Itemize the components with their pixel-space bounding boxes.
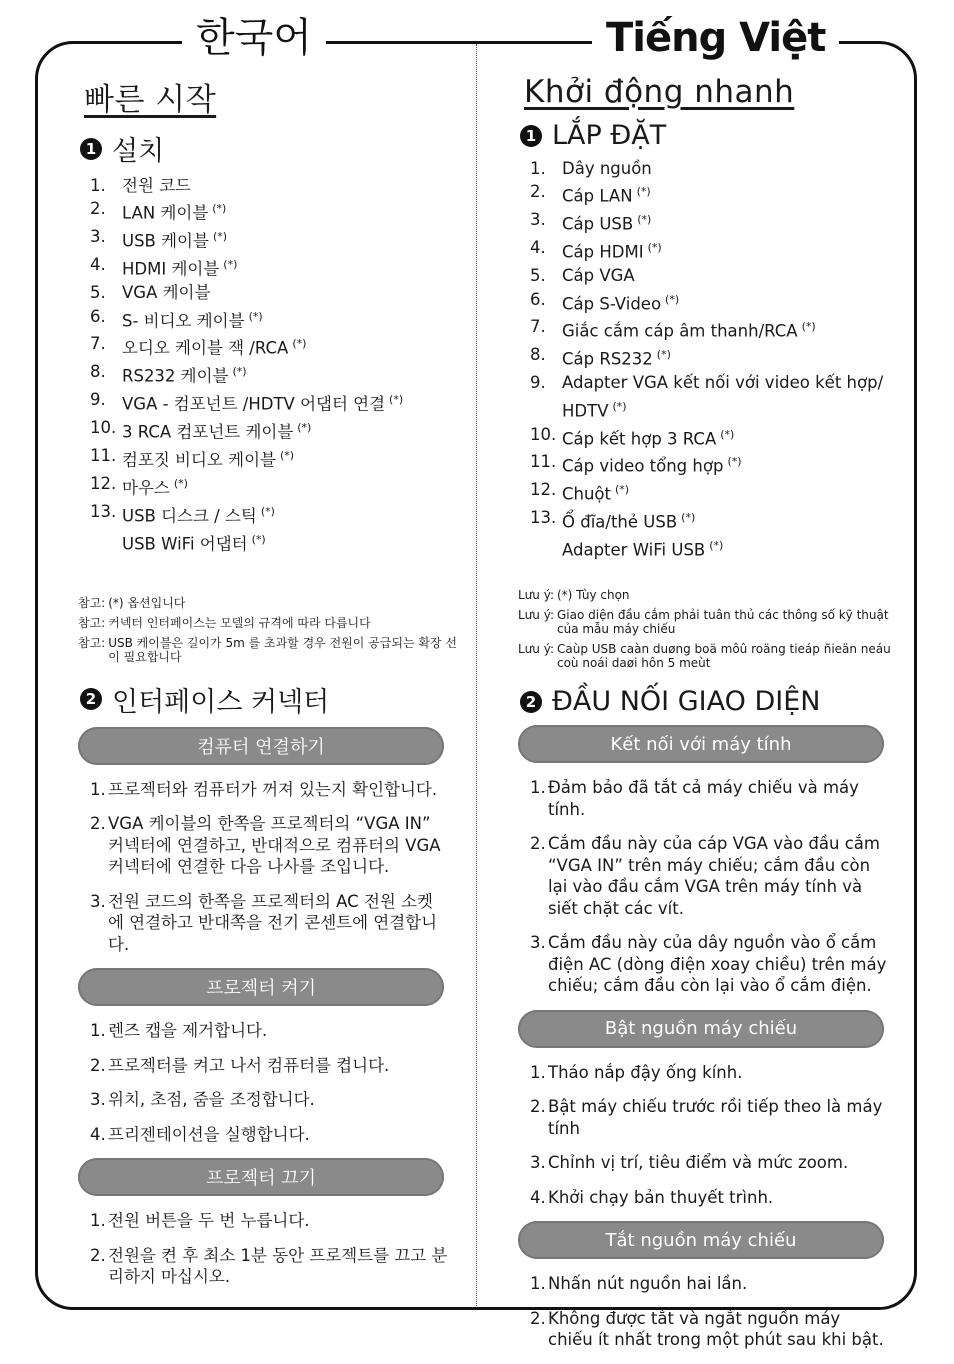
parts-list-item <box>530 450 898 478</box>
note-row <box>78 596 458 610</box>
item-label: HDMI 케이블 <box>122 259 220 279</box>
parts-list-item <box>530 288 898 316</box>
parts-list-item <box>90 197 458 225</box>
parts-list-item <box>90 388 458 416</box>
item-number <box>530 534 562 562</box>
parts-list-item <box>90 472 458 500</box>
parts-list-item <box>90 500 458 528</box>
step-text: 전원 코드의 한쪽을 프로젝터의 AC 전원 소켓에 연결하고 반대쪽을 전기 콘센트에 연결합니다. <box>108 891 438 954</box>
parts-list-item <box>90 225 458 253</box>
item-label: 전원 코드 <box>122 176 192 195</box>
step-text: Không được tắt và ngắt nguồn máy chiếu ít nhất trong một phút sau khi bật. <box>548 1308 884 1350</box>
item-number: 11. <box>90 446 117 466</box>
parts-list-item <box>90 332 458 360</box>
item-text <box>122 444 294 472</box>
step-text: 프로젝터와 컴퓨터가 꺼져 있는지 확인합니다. <box>108 779 438 799</box>
interface-title: ĐẦU NỐI GIAO DIỆN <box>552 686 821 718</box>
parts-list <box>78 174 458 556</box>
quick-start-title: Khởi động nhanh <box>524 74 795 110</box>
interface-groups <box>518 725 898 1351</box>
parts-list-item <box>530 423 898 451</box>
item-label: S- 비디오 케이블 <box>122 311 245 331</box>
quick-start-title: 빠른 시작 <box>84 82 217 118</box>
item-text <box>122 305 263 333</box>
item-number: 5. <box>90 283 106 303</box>
step-number: 3. <box>90 1090 106 1110</box>
item-number: 9. <box>90 390 106 410</box>
note-label: 참고: <box>78 615 106 630</box>
step-list <box>518 777 898 997</box>
item-text <box>562 208 651 236</box>
step-item <box>90 779 448 801</box>
parts-list-item <box>90 360 458 388</box>
step-item <box>530 1152 888 1174</box>
item-text <box>122 174 191 197</box>
item-number: 8. <box>530 345 546 365</box>
section-banner: Kết nối với máy tính <box>518 725 884 763</box>
item-number: 6. <box>530 289 546 309</box>
setup-heading <box>520 120 898 151</box>
step-list <box>78 779 458 956</box>
optional-mark: (*) <box>727 455 742 469</box>
step-list <box>518 1062 898 1209</box>
step-item <box>530 777 888 820</box>
item-number: 4. <box>90 255 106 275</box>
step-text: Đảm bảo đã tắt cả máy chiếu và máy tính. <box>548 778 859 819</box>
item-text <box>562 478 629 506</box>
parts-list-item <box>530 371 898 422</box>
step-item <box>90 1210 448 1232</box>
item-text <box>122 197 226 225</box>
step-item <box>90 813 448 878</box>
note-row <box>518 608 898 636</box>
step-item <box>90 1245 448 1288</box>
item-label: 오디오 케이블 잭 /RCA <box>122 338 289 358</box>
number-1-icon: 1 <box>520 125 542 147</box>
step-number: 1. <box>90 779 106 799</box>
item-label: Cáp HDMI <box>562 242 644 262</box>
note-row <box>78 636 458 664</box>
item-text <box>562 157 652 180</box>
optional-mark: (*) <box>612 399 627 413</box>
step-list <box>518 1273 898 1351</box>
item-label: USB 케이블 <box>122 231 209 251</box>
number-1-icon: 1 <box>80 138 102 160</box>
step-item <box>530 1187 888 1209</box>
note-label: Lưu ý: <box>518 608 554 623</box>
note-text: USB 케이블은 길이가 5m 를 초과할 경우 전원이 공급되는 확장 선이 필요합니다 <box>108 635 457 664</box>
parts-list-item <box>90 444 458 472</box>
step-text: 전원 버튼을 두 번 누릅니다. <box>108 1211 310 1231</box>
step-number: 2. <box>530 834 546 854</box>
optional-mark: (*) <box>248 309 263 323</box>
optional-mark: (*) <box>212 230 228 244</box>
item-number: 7. <box>530 317 546 337</box>
interface-groups <box>78 727 458 1288</box>
step-text: VGA 케이블의 한쪽을 프로젝터의 “VGA IN” 커넥터에 연결하고, 반대적으로 컴퓨터의 VGA 커넥터에 연결한 다음 나사를 조입니다. <box>108 814 441 877</box>
item-text <box>562 180 651 208</box>
note-row <box>78 616 458 630</box>
item-number: 2. <box>90 199 106 219</box>
note-text: Giao diện đầu cắm phải tuân thủ các thông số kỹ thuật của mẫu máy chiếu <box>556 608 889 637</box>
step-item <box>530 1308 888 1351</box>
parts-list-item <box>90 174 458 197</box>
item-text <box>562 264 635 287</box>
optional-mark: (*) <box>389 393 404 407</box>
item-label: RS232 케이블 <box>122 366 229 386</box>
step-text: Chỉnh vị trí, tiêu điểm và mức zoom. <box>548 1153 849 1173</box>
item-number: 10. <box>530 424 557 444</box>
item-label: USB 디스크 / 스틱 <box>122 506 257 526</box>
item-label: Ổ đĩa/thẻ USB <box>562 512 678 532</box>
item-number: 1. <box>90 176 106 195</box>
parts-list-item <box>530 315 898 343</box>
item-label: USB WiFi 어댑터 <box>122 534 248 554</box>
item-label: LAN 케이블 <box>122 203 209 223</box>
item-number: 3. <box>90 227 106 247</box>
korean-column <box>78 70 458 1301</box>
item-label: Cáp video tổng hợp <box>562 456 724 476</box>
optional-mark: (*) <box>801 320 816 334</box>
note-text: Caùp USB caàn duøng boä môû roäng tieáp ñieän neáu coù noái daøi hôn 5 meùt <box>556 642 891 671</box>
interface-heading <box>80 680 458 719</box>
parts-list-item <box>530 264 898 287</box>
step-text: Bật máy chiếu trước rồi tiếp theo là máy tính <box>548 1097 883 1138</box>
step-text: Nhấn nút nguồn hai lần. <box>548 1274 748 1294</box>
step-item <box>90 1020 448 1042</box>
step-item <box>90 891 448 956</box>
step-list <box>78 1210 458 1288</box>
step-text: Cắm đầu này của dây nguồn vào ổ cắm điện AC (dòng điện xoay chiều) trên máy chiếu; cắm đầu còn lại vào ổ cắm điện. <box>548 933 887 996</box>
optional-mark: (*) <box>279 449 295 463</box>
vietnamese-column <box>518 70 898 1364</box>
item-label: Chuột <box>562 484 612 504</box>
item-text <box>562 288 679 316</box>
item-number: 12. <box>530 480 557 500</box>
step-number: 1. <box>530 1274 546 1294</box>
item-number <box>90 528 122 556</box>
step-item <box>530 833 888 919</box>
parts-list-item <box>530 343 898 371</box>
optional-mark: (*) <box>637 213 652 227</box>
item-number: 13. <box>530 508 557 528</box>
step-text: 위치, 초점, 줌을 조정합니다. <box>108 1090 315 1110</box>
item-text <box>562 423 734 451</box>
item-label: Cáp USB <box>562 214 634 234</box>
item-text <box>562 534 723 562</box>
item-text <box>562 506 695 534</box>
setup-title: 설치 <box>112 136 165 167</box>
note-text: (*) Tùy chọn <box>556 588 630 603</box>
item-text <box>562 450 742 478</box>
step-list <box>78 1020 458 1145</box>
step-number: 2. <box>90 1055 106 1075</box>
item-label: VGA - 컴포넌트 /HDTV 어댑터 연결 <box>122 394 386 414</box>
optional-mark: (*) <box>615 483 630 497</box>
optional-mark: (*) <box>251 532 266 546</box>
item-number: 13. <box>90 501 117 521</box>
item-text <box>122 253 237 281</box>
parts-list <box>518 157 898 562</box>
section-banner: Bật nguồn máy chiếu <box>518 1010 884 1048</box>
parts-list-item <box>530 157 898 180</box>
note-label: Lưu ý: <box>518 588 554 603</box>
language-header-vietnamese: Tiếng Việt <box>592 8 839 68</box>
step-text: 프리젠테이션을 실행합니다. <box>108 1124 310 1144</box>
item-text <box>562 343 671 371</box>
number-2-icon: 2 <box>80 688 102 710</box>
optional-mark: (*) <box>212 202 227 216</box>
optional-mark: (*) <box>647 241 662 255</box>
item-number: 12. <box>90 473 117 493</box>
step-number: 2. <box>530 1308 546 1328</box>
parts-list-item <box>530 208 898 236</box>
item-label: Adapter WiFi USB <box>562 540 706 560</box>
parts-list-item <box>90 528 458 556</box>
optional-mark: (*) <box>232 365 247 379</box>
parts-list-item <box>530 236 898 264</box>
item-label: Cáp S-Video <box>562 294 662 314</box>
item-number: 9. <box>530 373 546 393</box>
step-item <box>90 1124 448 1146</box>
item-number: 7. <box>90 334 106 354</box>
optional-mark: (*) <box>260 504 275 518</box>
step-number: 4. <box>90 1124 106 1144</box>
item-text <box>122 281 210 304</box>
item-label: VGA 케이블 <box>122 283 211 303</box>
item-text <box>122 225 227 253</box>
item-text <box>122 528 266 556</box>
notes <box>78 596 458 664</box>
parts-list-item <box>90 281 458 304</box>
step-number: 1. <box>90 1021 106 1041</box>
item-text <box>562 315 816 343</box>
optional-mark: (*) <box>297 421 312 435</box>
item-text <box>122 416 311 444</box>
item-number: 10. <box>90 418 117 438</box>
item-label: Dây nguồn <box>562 159 652 178</box>
step-item <box>530 1096 888 1139</box>
item-label: Cáp VGA <box>562 266 635 286</box>
step-text: 전원을 켠 후 최소 1분 동안 프로젝트를 끄고 분리하지 마십시오. <box>108 1245 448 1287</box>
item-number: 3. <box>530 210 546 230</box>
item-text <box>122 332 306 360</box>
section-banner: 프로젝터 켜기 <box>78 968 444 1006</box>
parts-list-item <box>90 253 458 281</box>
item-number: 5. <box>530 266 546 286</box>
notes <box>518 588 898 670</box>
optional-mark: (*) <box>636 185 651 199</box>
step-item <box>530 1062 888 1084</box>
interface-title: 인터페이스 커넥터 <box>112 686 330 718</box>
item-number: 2. <box>530 182 546 202</box>
step-text: Cắm đầu này của cáp VGA vào đầu cắm “VGA IN” trên máy chiếu; cắm đầu còn lại vào đầu cắm VGA trên máy tính và siết chặt các vít. <box>548 834 880 918</box>
step-number: 1. <box>90 1211 106 1231</box>
item-number: 1. <box>530 159 546 178</box>
step-number: 2. <box>90 1245 106 1265</box>
note-row <box>518 588 898 602</box>
step-number: 4. <box>530 1187 546 1207</box>
optional-mark: (*) <box>681 511 696 525</box>
parts-list-item <box>90 305 458 333</box>
interface-section <box>78 680 458 1288</box>
item-label: Cáp LAN <box>562 186 633 206</box>
step-number: 2. <box>530 1097 546 1117</box>
item-label: 3 RCA 컴포넌트 케이블 <box>122 422 294 442</box>
step-item <box>90 1055 448 1077</box>
item-text <box>562 371 898 422</box>
item-text <box>122 388 403 416</box>
item-number: 4. <box>530 238 546 258</box>
parts-list-item <box>530 534 898 562</box>
setup-title: LẮP ĐẶT <box>552 120 667 151</box>
optional-mark: (*) <box>292 337 307 351</box>
number-2-icon: 2 <box>520 691 542 713</box>
optional-mark: (*) <box>665 292 680 306</box>
note-text: (*) 옵션입니다 <box>108 595 186 610</box>
column-divider <box>476 44 477 1306</box>
item-text <box>122 472 188 500</box>
item-label: Cáp RS232 <box>562 349 653 369</box>
language-header-korean: 한국어 <box>182 8 326 68</box>
section-banner: 컴퓨터 연결하기 <box>78 727 444 765</box>
step-item <box>90 1089 448 1111</box>
setup-heading <box>80 129 458 168</box>
item-number: 6. <box>90 306 106 326</box>
item-label: 컴포짓 비디오 케이블 <box>122 450 276 470</box>
step-number: 3. <box>530 1153 546 1173</box>
note-label: 참고: <box>78 635 106 650</box>
step-number: 1. <box>530 778 546 798</box>
optional-mark: (*) <box>173 476 188 490</box>
item-text <box>122 360 247 388</box>
note-row <box>518 642 898 670</box>
step-number: 2. <box>90 814 106 834</box>
interface-heading <box>520 686 898 717</box>
item-label: Cáp kết hợp 3 RCA <box>562 429 717 449</box>
optional-mark: (*) <box>223 258 238 272</box>
parts-list-item <box>530 478 898 506</box>
parts-list-item <box>530 506 898 534</box>
step-text: Tháo nắp đậy ống kính. <box>548 1062 743 1082</box>
note-text: 커넥터 인터페이스는 모델의 규격에 따라 다릅니다 <box>108 615 371 630</box>
item-text <box>122 500 275 528</box>
interface-section <box>518 686 898 1351</box>
item-label: Adapter VGA kết nối với video kết hợp/ HDTV <box>562 373 884 421</box>
optional-mark: (*) <box>720 427 735 441</box>
item-number: 8. <box>90 362 106 382</box>
section-banner: Tắt nguồn máy chiếu <box>518 1221 884 1259</box>
optional-mark: (*) <box>656 348 671 362</box>
item-text <box>562 236 662 264</box>
step-text: 렌즈 캡을 제거합니다. <box>108 1021 268 1041</box>
note-label: Lưu ý: <box>518 642 554 657</box>
step-item <box>530 932 888 997</box>
step-number: 3. <box>530 933 546 953</box>
step-number: 1. <box>530 1062 546 1082</box>
item-label: Giắc cắm cáp âm thanh/RCA <box>562 321 798 341</box>
item-label: 마우스 <box>122 478 170 498</box>
item-number: 11. <box>530 452 557 472</box>
section-banner: 프로젝터 끄기 <box>78 1158 444 1196</box>
step-item <box>530 1273 888 1295</box>
step-text: Khởi chạy bản thuyết trình. <box>548 1187 774 1207</box>
note-label: 참고: <box>78 595 106 610</box>
parts-list-item <box>90 416 458 444</box>
optional-mark: (*) <box>709 539 724 553</box>
step-number: 3. <box>90 891 106 911</box>
parts-list-item <box>530 180 898 208</box>
step-text: 프로젝터를 켜고 나서 컴퓨터를 켭니다. <box>108 1055 390 1075</box>
